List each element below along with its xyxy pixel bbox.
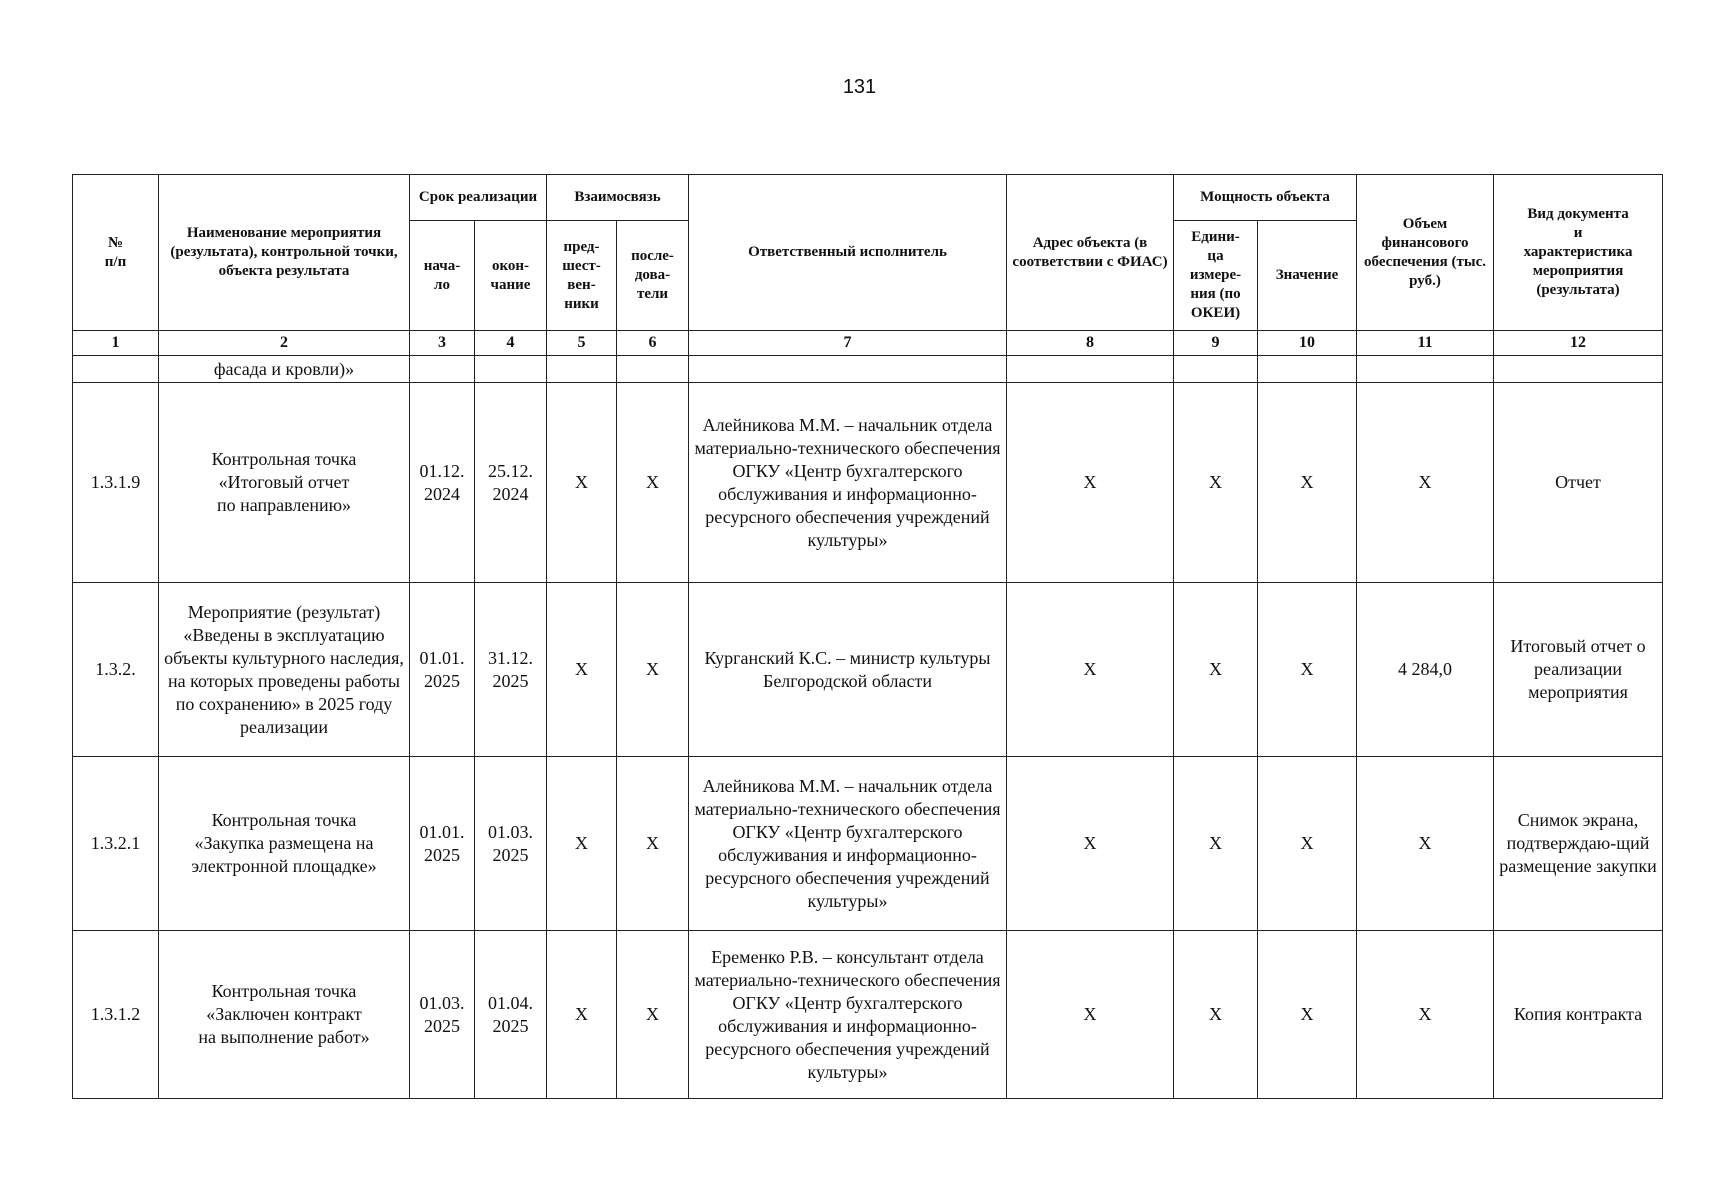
row-pred: X	[547, 757, 617, 931]
header-link-pred: пред- шест- вен- ники	[547, 221, 617, 331]
row-start: 01.03. 2025	[410, 931, 475, 1099]
empty-cell	[410, 356, 475, 383]
empty-cell	[475, 356, 547, 383]
row-end: 25.12. 2024	[475, 383, 547, 583]
row-doc: Копия контракта	[1494, 931, 1663, 1099]
row-pred: X	[547, 383, 617, 583]
row-responsible: Алейникова М.М. – начальник отдела материально-технического обеспечения ОГКУ «Центр бухгалтерского обслуживания и информационно-ресурсного обеспечения учреждений культуры»	[689, 757, 1007, 931]
page-number: 131	[842, 76, 877, 98]
row-end: 31.12. 2025	[475, 583, 547, 757]
row-funding: X	[1357, 757, 1494, 931]
table-row	[73, 931, 1663, 1099]
empty-cell	[1494, 356, 1663, 383]
column-number: 5	[547, 331, 617, 356]
plan-table	[72, 174, 1663, 1099]
empty-cell	[617, 356, 689, 383]
table-row	[73, 583, 1663, 757]
row-succ: X	[617, 931, 689, 1099]
table-row	[73, 757, 1663, 931]
row-num: 1.3.2.	[73, 583, 159, 757]
row-unit: X	[1174, 583, 1258, 757]
header-capacity: Мощность объекта	[1174, 175, 1357, 221]
row-num: 1.3.1.9	[73, 383, 159, 583]
row-num: 1.3.1.2	[73, 931, 159, 1099]
column-number: 11	[1357, 331, 1494, 356]
column-number: 9	[1174, 331, 1258, 356]
row-pred: X	[547, 583, 617, 757]
row-unit: X	[1174, 757, 1258, 931]
empty-cell	[1258, 356, 1357, 383]
column-number: 7	[689, 331, 1007, 356]
header-num: № п/п	[73, 175, 159, 331]
table-row	[73, 383, 1663, 583]
row-responsible: Курганский К.С. – министр культуры Белгородской области	[689, 583, 1007, 757]
row-value: X	[1258, 383, 1357, 583]
row-doc: Отчет	[1494, 383, 1663, 583]
header-capacity-value: Значение	[1258, 221, 1357, 331]
header-row-top	[73, 175, 1663, 221]
row-unit: X	[1174, 931, 1258, 1099]
row-doc: Итоговый отчет о реализации мероприятия	[1494, 583, 1663, 757]
row-unit: X	[1174, 383, 1258, 583]
empty-cell	[689, 356, 1007, 383]
column-number: 10	[1258, 331, 1357, 356]
row-value: X	[1258, 583, 1357, 757]
row-succ: X	[617, 757, 689, 931]
row-responsible: Алейникова М.М. – начальник отдела материально-технического обеспечения ОГКУ «Центр бухгалтерского обслуживания и информационно-ресурсного обеспечения учреждений культуры»	[689, 383, 1007, 583]
row-address: X	[1007, 383, 1174, 583]
column-number: 8	[1007, 331, 1174, 356]
row-funding: 4 284,0	[1357, 583, 1494, 757]
row-address: X	[1007, 583, 1174, 757]
row-value: X	[1258, 931, 1357, 1099]
row-end: 01.03. 2025	[475, 757, 547, 931]
header-link: Взаимосвязь	[547, 175, 689, 221]
header-name: Наименование мероприятия (результата), контрольной точки, объекта результата	[159, 175, 410, 331]
column-number: 6	[617, 331, 689, 356]
empty-cell	[1357, 356, 1494, 383]
row-succ: X	[617, 583, 689, 757]
row-name: Контрольная точка «Итоговый отчет по направлению»	[159, 383, 410, 583]
row-name: Контрольная точка «Закупка размещена на электронной площадке»	[159, 757, 410, 931]
header-funding: Объем финансового обеспечения (тыс. руб.)	[1357, 175, 1494, 331]
row-address: X	[1007, 757, 1174, 931]
header-term-end: окон- чание	[475, 221, 547, 331]
row-funding: X	[1357, 383, 1494, 583]
header-capacity-unit: Едини- ца измере- ния (по ОКЕИ)	[1174, 221, 1258, 331]
empty-cell	[1007, 356, 1174, 383]
row-num: 1.3.2.1	[73, 757, 159, 931]
column-number: 1	[73, 331, 159, 356]
header-address: Адрес объекта (в соответствии с ФИАС)	[1007, 175, 1174, 331]
row-address: X	[1007, 931, 1174, 1099]
column-number: 3	[410, 331, 475, 356]
header-doc-type: Вид документа и характеристика мероприятия (результата)	[1494, 175, 1663, 331]
column-number-row	[73, 331, 1663, 356]
header-responsible: Ответственный исполнитель	[689, 175, 1007, 331]
row-funding: X	[1357, 931, 1494, 1099]
empty-cell	[73, 356, 159, 383]
empty-cell	[547, 356, 617, 383]
row-value: X	[1258, 757, 1357, 931]
row-start: 01.01. 2025	[410, 757, 475, 931]
continuation-row	[73, 356, 1663, 383]
row-start: 01.12. 2024	[410, 383, 475, 583]
column-number: 4	[475, 331, 547, 356]
row-responsible: Еременко Р.В. – консультант отдела материально-технического обеспечения ОГКУ «Центр бухгалтерского обслуживания и информационно-ресурсного обеспечения учреждений культуры»	[689, 931, 1007, 1099]
empty-cell	[1174, 356, 1258, 383]
row-succ: X	[617, 383, 689, 583]
continuation-text: фасада и кровли)»	[159, 356, 410, 383]
row-name: Мероприятие (результат) «Введены в эксплуатацию объекты культурного наследия, на которых проведены работы по сохранению» в 2025 году реализации	[159, 583, 410, 757]
column-number: 2	[159, 331, 410, 356]
column-number: 12	[1494, 331, 1663, 356]
row-doc: Снимок экрана, подтверждаю-щий размещение закупки	[1494, 757, 1663, 931]
header-link-succ: после- дова- тели	[617, 221, 689, 331]
header-term-start: нача- ло	[410, 221, 475, 331]
row-pred: X	[547, 931, 617, 1099]
header-term: Срок реализации	[410, 175, 547, 221]
row-start: 01.01. 2025	[410, 583, 475, 757]
row-end: 01.04. 2025	[475, 931, 547, 1099]
row-name: Контрольная точка «Заключен контракт на выполнение работ»	[159, 931, 410, 1099]
